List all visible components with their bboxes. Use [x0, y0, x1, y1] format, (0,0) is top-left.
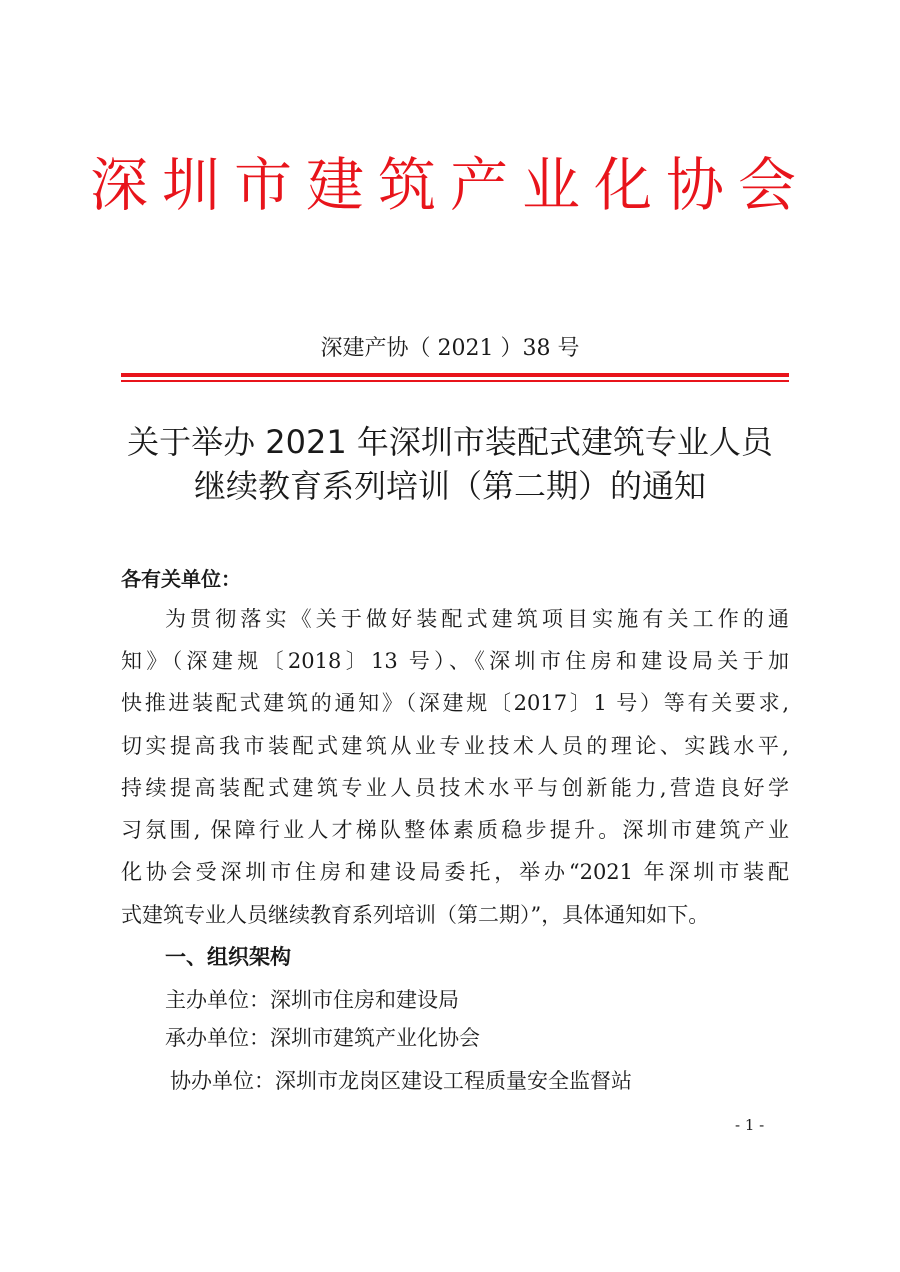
salutation: 各有关单位：: [121, 567, 241, 591]
page-number: - 1 -: [735, 1116, 765, 1134]
body-line: 化协会受深圳市住房和建设局委托，举办“2021 年深圳市装配: [121, 860, 789, 884]
org-header: 深圳市建筑产业化协会: [89, 151, 810, 219]
body-line: 式建筑专业人员继续教育系列培训（第二期）”，具体通知如下。: [121, 903, 710, 927]
co-organizer-value: 深圳市龙岗区建设工程质量安全监督站: [275, 1069, 632, 1093]
body-line: 快推进装配式建筑的通知》（深建规〔2017〕1 号）等有关要求,: [121, 691, 789, 715]
undertaker-label: 承办单位：: [165, 1026, 270, 1050]
title-line-1: 关于举办 2021 年深圳市装配式建筑专业人员: [127, 423, 773, 461]
co-organizer-row: [170, 1066, 632, 1096]
body-line: 持续提高装配式建筑专业人员技术水平与创新能力,营造良好学: [121, 776, 789, 800]
section-heading: 一、组织架构: [165, 945, 291, 969]
organizer-row: [165, 985, 459, 1015]
organizer-value: 深圳市住房和建设局: [270, 988, 459, 1012]
undertaker-row: [165, 1023, 480, 1053]
document-title: [100, 420, 800, 508]
body-line: 切实提高我市装配式建筑从业专业技术人员的理论、实践水平,: [121, 734, 789, 758]
undertaker-value: 深圳市建筑产业化协会: [270, 1026, 480, 1050]
co-organizer-label: 协办单位：: [170, 1069, 275, 1093]
body-line: 知》（深建规〔2018〕13 号）、《深圳市住房和建设局关于加: [121, 649, 789, 673]
title-line-2: 继续教育系列培训（第二期）的通知: [193, 467, 706, 505]
red-divider-thin: [121, 380, 789, 382]
document-number: 深建产协（ 2021 ）38 号: [320, 336, 580, 361]
red-divider-thick: [121, 373, 789, 377]
body-line: 为贯彻落实《关于做好装配式建筑项目实施有关工作的通: [165, 607, 789, 631]
organizer-label: 主办单位：: [165, 988, 270, 1012]
body-line: 习氛围, 保障行业人才梯队整体素质稳步提升。深圳市建筑产业: [121, 818, 789, 842]
